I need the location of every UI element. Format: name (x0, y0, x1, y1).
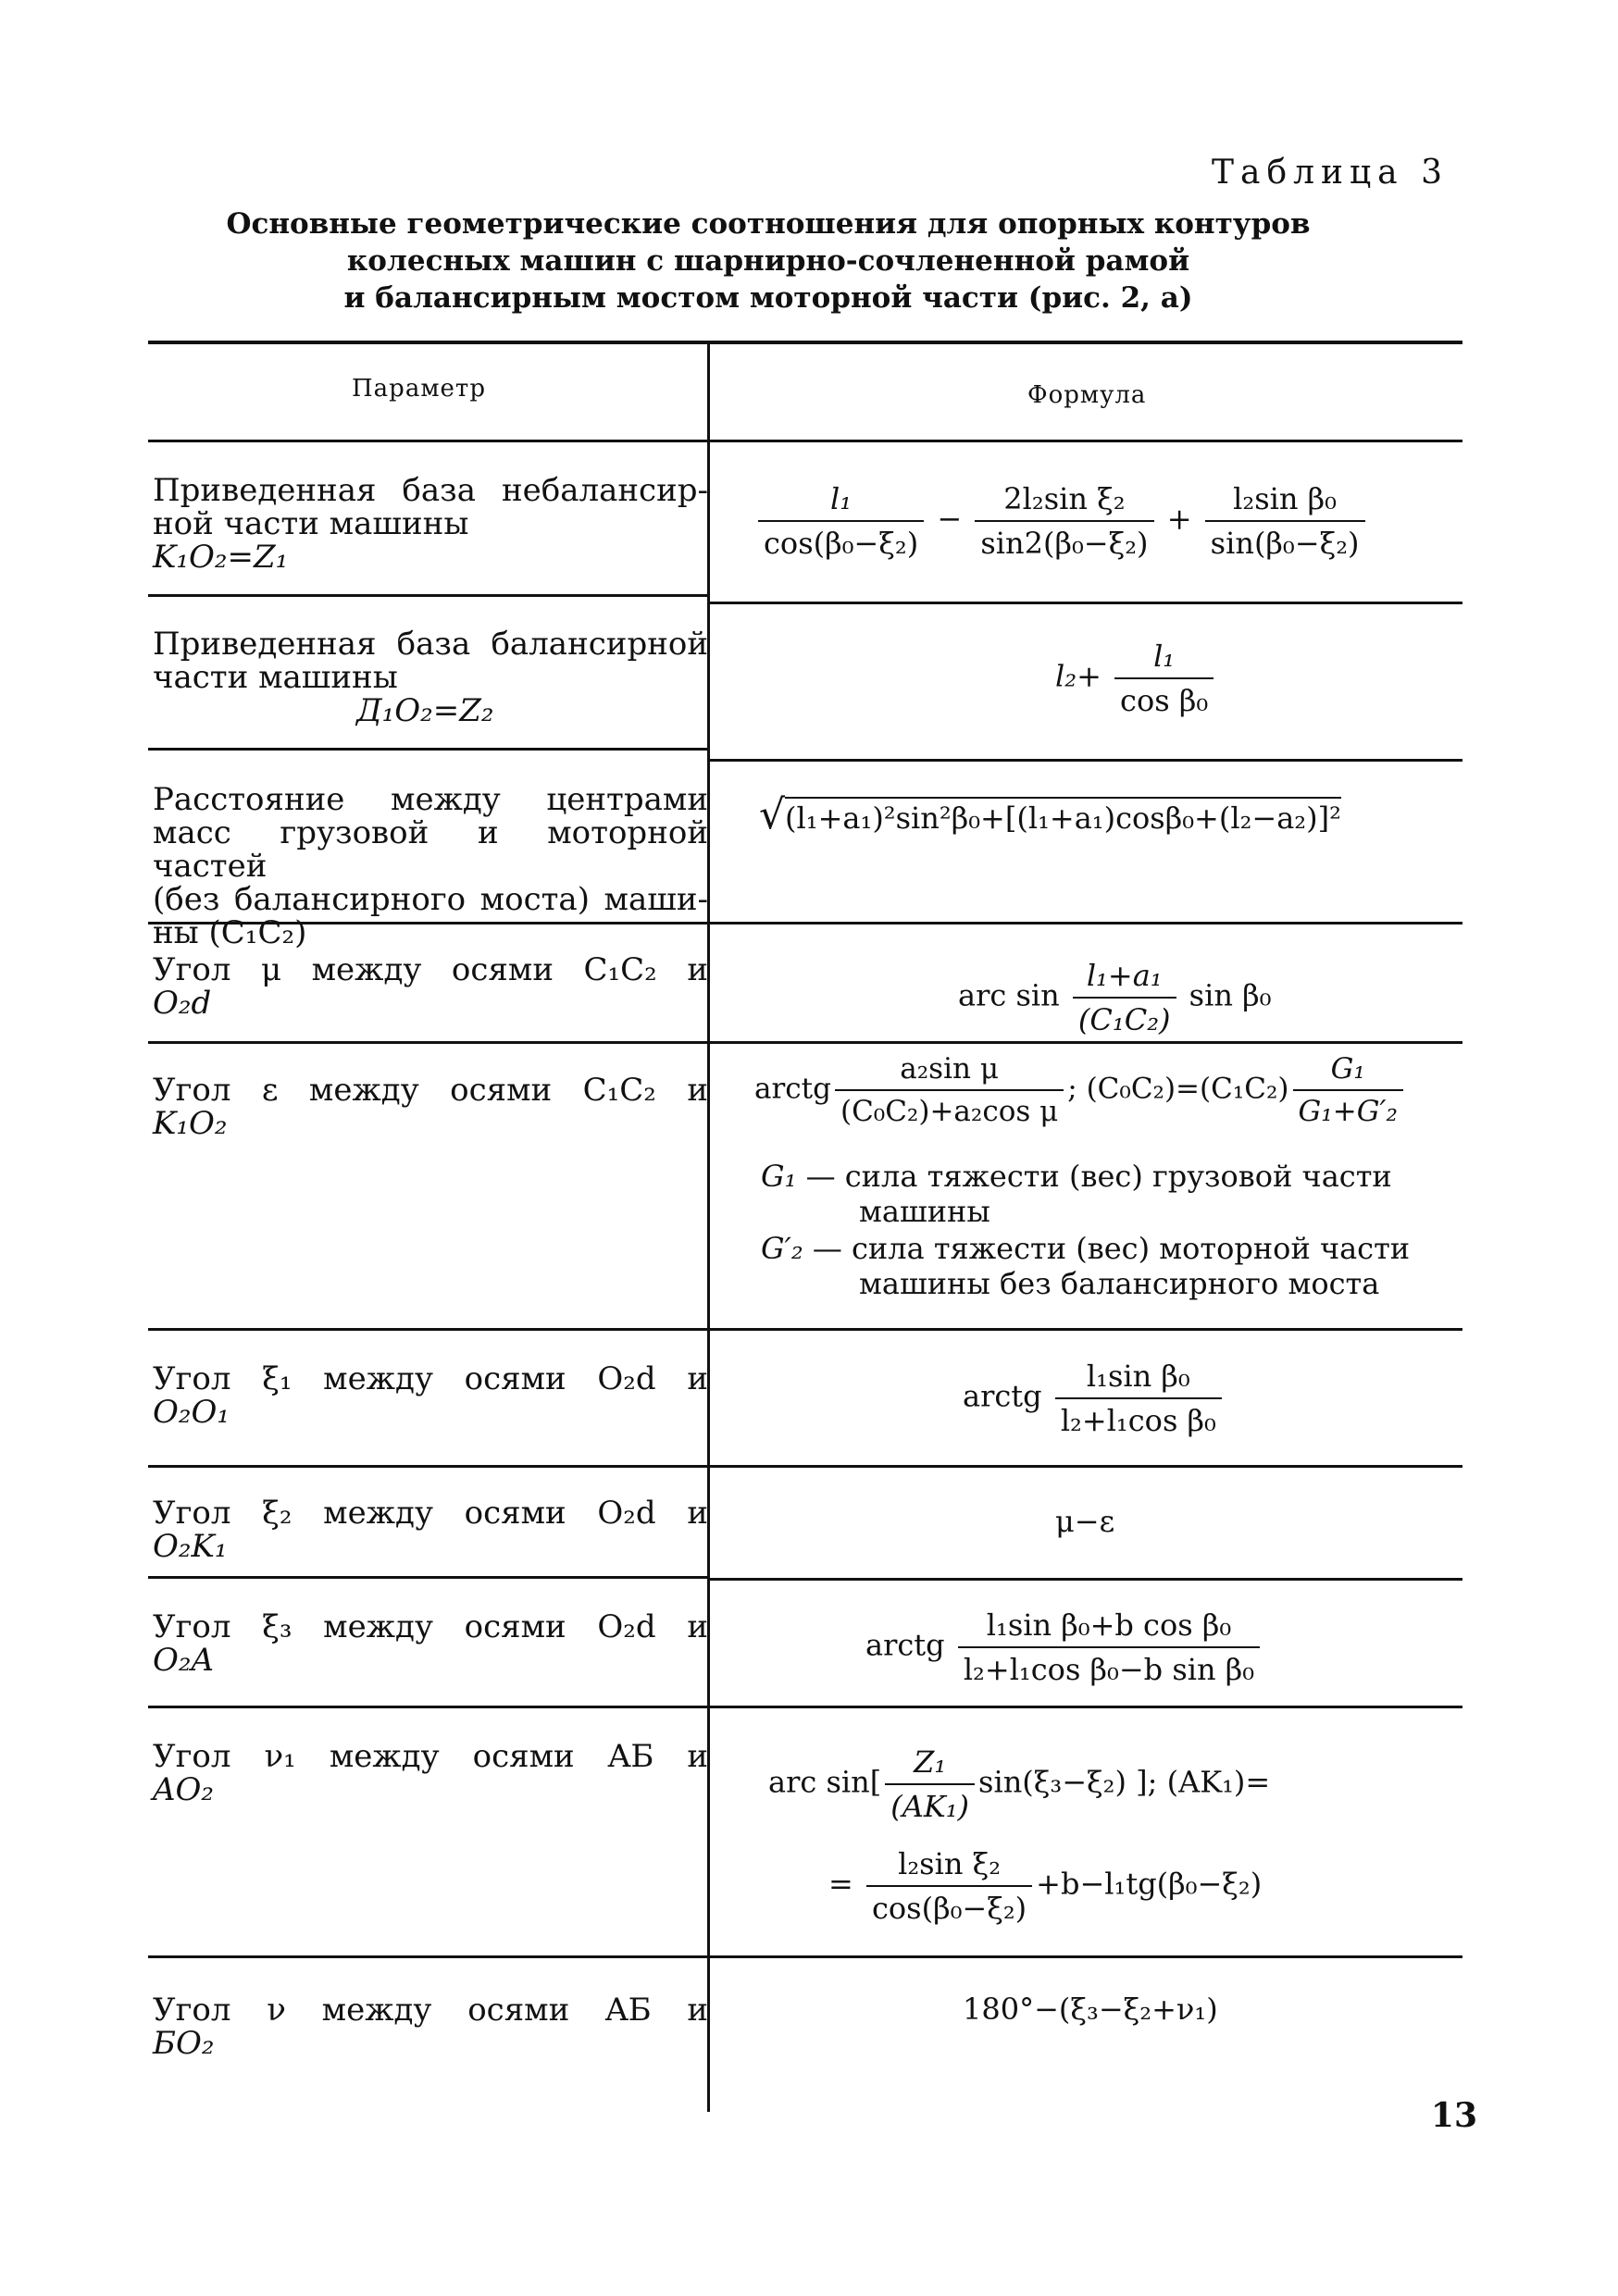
param-row-9 (153, 1740, 708, 1806)
param-row-3 (153, 783, 708, 949)
formula-note-1 (761, 1159, 1464, 1229)
param-row-5 (153, 1074, 708, 1140)
param-row-10 (153, 1993, 708, 2060)
formula-row-7: μ−ε (1055, 1504, 1115, 1539)
formula-note-2 (761, 1231, 1464, 1301)
numerator: l₁sin β₀+b cos β₀ (986, 1607, 1232, 1643)
row-rule (710, 759, 1462, 762)
numerator: l₂sin ξ₂ (898, 1846, 1002, 1881)
param-symbol: K₁O₂ (153, 1105, 228, 1142)
numerator: 2l₂sin ξ₂ (1003, 481, 1126, 516)
formula-row-1 (754, 481, 1369, 561)
denominator: cos β₀ (1114, 677, 1214, 718)
param-symbol: Д₁O₂=Z₂ (356, 692, 494, 729)
param-text: Угол μ между осями C₁C₂ и (153, 951, 708, 988)
fraction (1073, 958, 1176, 1037)
denominator: sin2(β₀−ξ₂) (975, 520, 1153, 561)
denominator: (C₁C₂) (1073, 997, 1176, 1037)
formula-row-4 (958, 958, 1271, 1037)
note-text: — сила тяжести (вес) грузовой части (805, 1159, 1392, 1194)
note-text: машины без балансирного моста (859, 1266, 1380, 1301)
param-symbol: O₂O₁ (153, 1394, 230, 1431)
denominator: sin(β₀−ξ₂) (1205, 520, 1365, 561)
numerator: l₁ (830, 481, 853, 516)
row-rule (148, 1706, 707, 1708)
formula-row-9-line-1 (768, 1744, 1270, 1824)
numerator: l₁ (1153, 639, 1176, 674)
table-title-line-3: и балансирным мостом моторной части (рис. 2, а) (343, 281, 1193, 315)
numerator: l₁sin β₀ (1086, 1359, 1190, 1394)
row-rule (148, 1955, 1462, 1958)
formula-term: sin(ξ₃−ξ₂) ]; (AK₁)= (978, 1764, 1271, 1800)
fraction (885, 1744, 975, 1824)
formula-term: sin β₀ (1189, 977, 1272, 1013)
param-text: Угол ξ₃ между осями O₂d и (153, 1608, 708, 1645)
row-rule (148, 1576, 707, 1579)
sqrt-sign: √ (759, 791, 786, 838)
param-row-1 (153, 474, 708, 574)
denominator: (AK₁) (885, 1783, 975, 1824)
formula-term: = (828, 1866, 853, 1902)
formula-term: +b−l₁tg(β₀−ξ₂) (1036, 1866, 1263, 1902)
note-text: машины (859, 1194, 990, 1229)
param-text: ны (C₁C₂) (153, 914, 307, 951)
formula-row-9-line-2 (828, 1846, 1262, 1926)
numerator: a₂sin μ (900, 1052, 999, 1086)
param-text: Приведенная база балансирной (153, 626, 708, 663)
param-symbol: O₂A (153, 1642, 215, 1679)
param-row-8 (153, 1610, 708, 1677)
row-rule (148, 1041, 707, 1044)
fraction (1055, 1359, 1222, 1438)
fraction (958, 1607, 1260, 1687)
row-rule (710, 1706, 1462, 1708)
fraction (1114, 639, 1214, 718)
row-rule (710, 602, 1462, 604)
param-text: Угол ξ₂ между осями O₂d и (153, 1495, 708, 1532)
denominator: cos(β₀−ξ₂) (866, 1885, 1032, 1926)
formula-term: arctg (754, 1072, 831, 1106)
param-symbol: K₁O₂=Z₁ (153, 539, 289, 576)
column-divider (707, 344, 710, 2112)
formula-row-10: 180°−(ξ₃−ξ₂+ν₁) (963, 1992, 1218, 2027)
denominator: G₁+G′₂ (1293, 1089, 1403, 1128)
formula-row-5 (754, 1052, 1407, 1128)
param-text: Угол ε между осями C₁C₂ и (153, 1072, 708, 1109)
param-text: Расстояние между центрами (153, 781, 708, 818)
sqrt-body: (l₁+a₁)²sin²β₀+[(l₁+a₁)cosβ₀+(l₂−a₂)]² (785, 797, 1341, 836)
numerator: l₁+a₁ (1086, 958, 1163, 993)
param-text: части машины (153, 659, 398, 696)
operator: − (937, 501, 963, 537)
param-text: Угол ν₁ между осями AБ и (153, 1738, 708, 1775)
fraction (866, 1846, 1032, 1926)
fraction (975, 481, 1153, 561)
formula-term: ; (C₀C₂)=(C₁C₂) (1067, 1072, 1289, 1106)
table-label: Таблица 3 (1212, 154, 1449, 192)
header-param: Параметр (352, 375, 486, 403)
row-rule (710, 1578, 1462, 1581)
page-number: 13 (1430, 2096, 1477, 2135)
param-text: масс грузовой и моторной частей (153, 814, 708, 885)
param-text: (без балансирного моста) маши- (153, 881, 708, 918)
formula-term: l₂+ (1055, 658, 1101, 694)
fraction (835, 1052, 1064, 1128)
row-rule (710, 1041, 1462, 1044)
param-row-4 (153, 953, 708, 1020)
param-symbol: O₂K₁ (153, 1528, 228, 1565)
note-text: — сила тяжести (вес) моторной части (812, 1231, 1411, 1266)
denominator: cos(β₀−ξ₂) (758, 520, 924, 561)
formula-term: arc sin (958, 977, 1060, 1013)
denominator: (C₀C₂)+a₂cos μ (835, 1089, 1064, 1128)
formula-row-8 (865, 1607, 1263, 1687)
formula-term: arctg (963, 1378, 1042, 1414)
formula-term: arc sin[ (768, 1764, 882, 1800)
param-symbol: AO₂ (153, 1771, 215, 1808)
table-title-line-2: колесных машин с шарнирно-сочлененной рамой (346, 244, 1190, 278)
param-text: Приведенная база небалансир- (153, 472, 708, 509)
param-symbol: БO₂ (153, 2025, 215, 2062)
row-rule (148, 748, 707, 751)
row-rule (148, 1328, 1462, 1331)
param-row-2 (153, 627, 708, 727)
numerator: G₁ (1330, 1052, 1365, 1086)
denominator: l₂+l₁cos β₀ (1055, 1397, 1222, 1438)
denominator: l₂+l₁cos β₀−b sin β₀ (958, 1646, 1260, 1687)
row-rule (148, 1465, 1462, 1468)
formula-row-6 (963, 1359, 1226, 1438)
formula-term: arctg (865, 1627, 945, 1663)
param-row-7 (153, 1496, 708, 1563)
note-symbol: G₁ (761, 1159, 797, 1194)
param-text: ной части машины (153, 505, 469, 542)
row-rule (148, 594, 707, 597)
row-rule (710, 922, 1462, 925)
fraction (1293, 1052, 1403, 1128)
formula-row-3 (759, 791, 1341, 838)
table-title-line-1: Основные геометрические соотношения для опорных контуров (226, 207, 1311, 241)
param-text: Угол ν между осями AБ и (153, 1992, 708, 2029)
fraction (758, 481, 924, 561)
header-rule (148, 440, 1462, 442)
note-symbol: G′₂ (761, 1231, 803, 1266)
fraction (1205, 481, 1365, 561)
operator: + (1166, 501, 1192, 537)
numerator: l₂sin β₀ (1233, 481, 1337, 516)
formula-row-2 (1055, 639, 1217, 718)
numerator: Z₁ (914, 1744, 947, 1780)
param-row-6 (153, 1362, 708, 1429)
param-symbol: O₂d (153, 985, 212, 1022)
table-top-rule (148, 341, 1462, 344)
param-text: Угол ξ₁ между осями O₂d и (153, 1360, 708, 1397)
header-formula: Формула (1027, 381, 1147, 409)
